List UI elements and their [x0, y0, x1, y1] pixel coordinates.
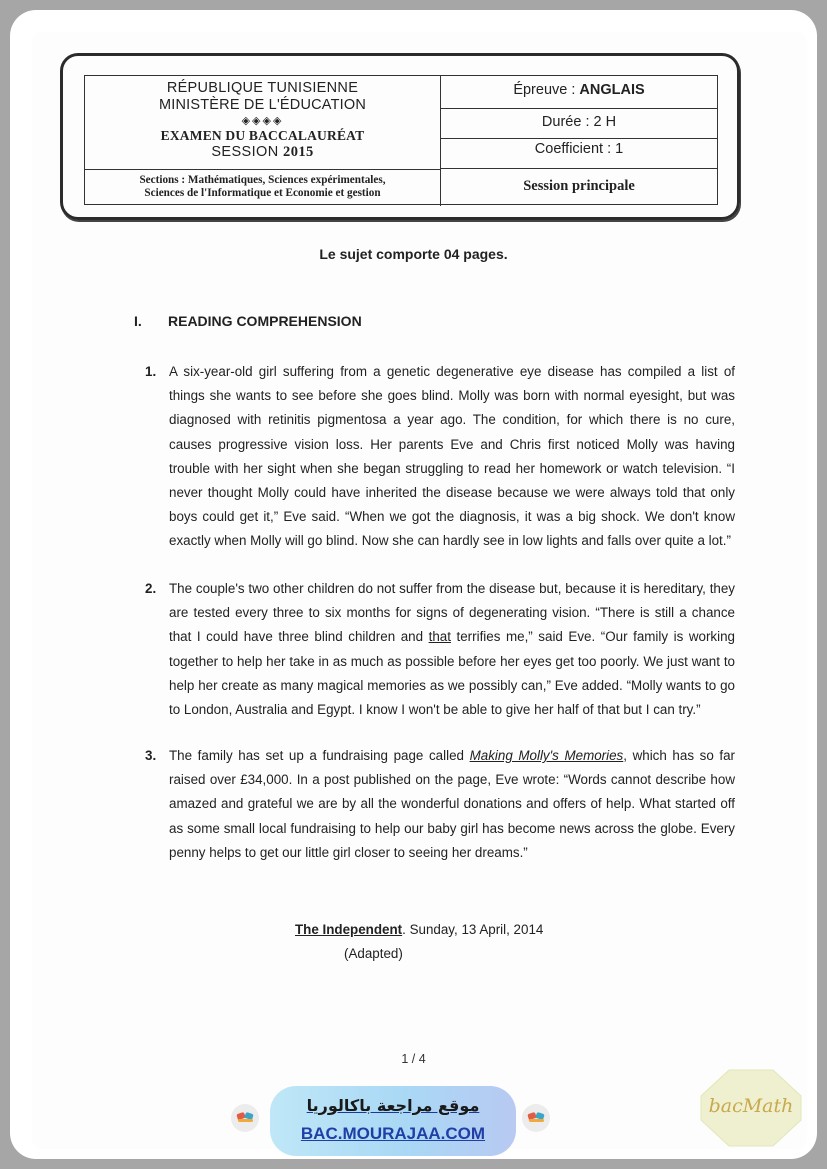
header-institution	[85, 76, 441, 169]
section-title: READING COMPREHENSION	[168, 313, 362, 329]
paragraph-2	[145, 577, 735, 722]
paragraph-number: 1.	[145, 364, 157, 379]
sections-label	[85, 169, 441, 206]
site-banner[interactable]	[270, 1086, 516, 1156]
exam-label: EXAMEN DU BACCALAURÉAT	[160, 128, 365, 143]
session-type-cell: Session principale	[523, 178, 635, 194]
paragraph-number: 3.	[145, 748, 157, 763]
site-arabic-title[interactable]: موقع مراجعة باكالوريا	[306, 1096, 480, 1115]
ministry-label: MINISTÈRE DE L'ÉDUCATION	[158, 97, 367, 113]
bacmath-badge	[699, 1068, 803, 1148]
subject-pages-note: Le sujet comporte 04 pages.	[319, 246, 508, 262]
epreuve-cell: Épreuve : ANGLAIS	[441, 76, 717, 109]
duree-cell: Durée : 2 H	[441, 109, 717, 139]
paragraph-text: The couple's two other children do not suffer from the disease but, because it is hereditary, they are tested every three to six months for signs of degenerating vision. “There is still a chance that I could have three blind children and that terrifies me,” said Eve. “Our family is working together to help her take in as much as possible before her eyes get too poorly. We just want to help her create as many magical memories as we possibly can,” Eve added. “Molly wants to go to London, Australia and Egypt. I know I won't be able to give her half of that but I can try.”	[169, 581, 735, 718]
ornament-icon: ◈◈◈◈	[241, 115, 284, 127]
section-heading	[134, 313, 362, 329]
paragraph-1	[145, 360, 735, 554]
books-logo-icon	[522, 1104, 550, 1132]
session-label: SESSION 2015	[211, 144, 314, 160]
republic-label: RÉPUBLIQUE TUNISIENNE	[166, 80, 359, 96]
section-number: I.	[134, 313, 142, 329]
sections-line-2: Sciences de l'Informatique et Economie et gestion	[144, 187, 381, 199]
underlined-word: that	[428, 629, 451, 645]
paragraph-number: 2.	[145, 581, 157, 596]
site-url-link[interactable]: BAC.MOURAJAA.COM	[300, 1124, 486, 1143]
adapted-note: (Adapted)	[344, 946, 403, 961]
sections-line-1: Sections : Mathématiques, Sciences expérimentales,	[139, 174, 386, 186]
fundraising-page-name: Making Molly's Memories	[469, 748, 624, 763]
publication-name: The Independent	[295, 922, 403, 937]
bacmath-text: bacMath	[708, 1095, 794, 1117]
header-exam-info	[441, 76, 719, 206]
header-table	[84, 75, 718, 205]
paragraph-text: The family has set up a fundraising page called Making Molly's Memories, which has so far raised over £34,000. In a post published on the page, Eve wrote: “Words cannot describe how amazed and grateful we are by all the wonderful donations and offers of help. What started off as some small local fundraising to help our baby girl has become news across the globe. Every penny helps to get our little girl closer to seeing her dreams.”	[169, 748, 736, 860]
source-citation: The Independent. Sunday, 13 April, 2014	[295, 922, 544, 937]
paragraph-3	[145, 744, 735, 865]
books-logo-icon	[231, 1104, 259, 1132]
paragraph-text: A six-year-old girl suffering from a genetic degenerative eye disease has compiled a list of things she wants to see before she goes blind. Molly was born with normal eyesight, but was diagnosed with retinitis pigmentosa a year ago. The condition, for which there is no cure, causes progressive vision loss. Her parents Eve and Chris first noticed Molly was having trouble with her sight when she began struggling to read her homework or watch television. “I never thought Molly could have inherited the disease because we were always told that only boys could get it,” Eve said. “When we got the diagnosis, it was a big shock. We don't know exactly when Molly will go blind. Now she can hardly see in low lights and falls over quite a lot.”	[169, 364, 735, 549]
coefficient-cell: Coefficient : 1	[441, 139, 717, 169]
page-number: 1 / 4	[401, 1052, 426, 1066]
